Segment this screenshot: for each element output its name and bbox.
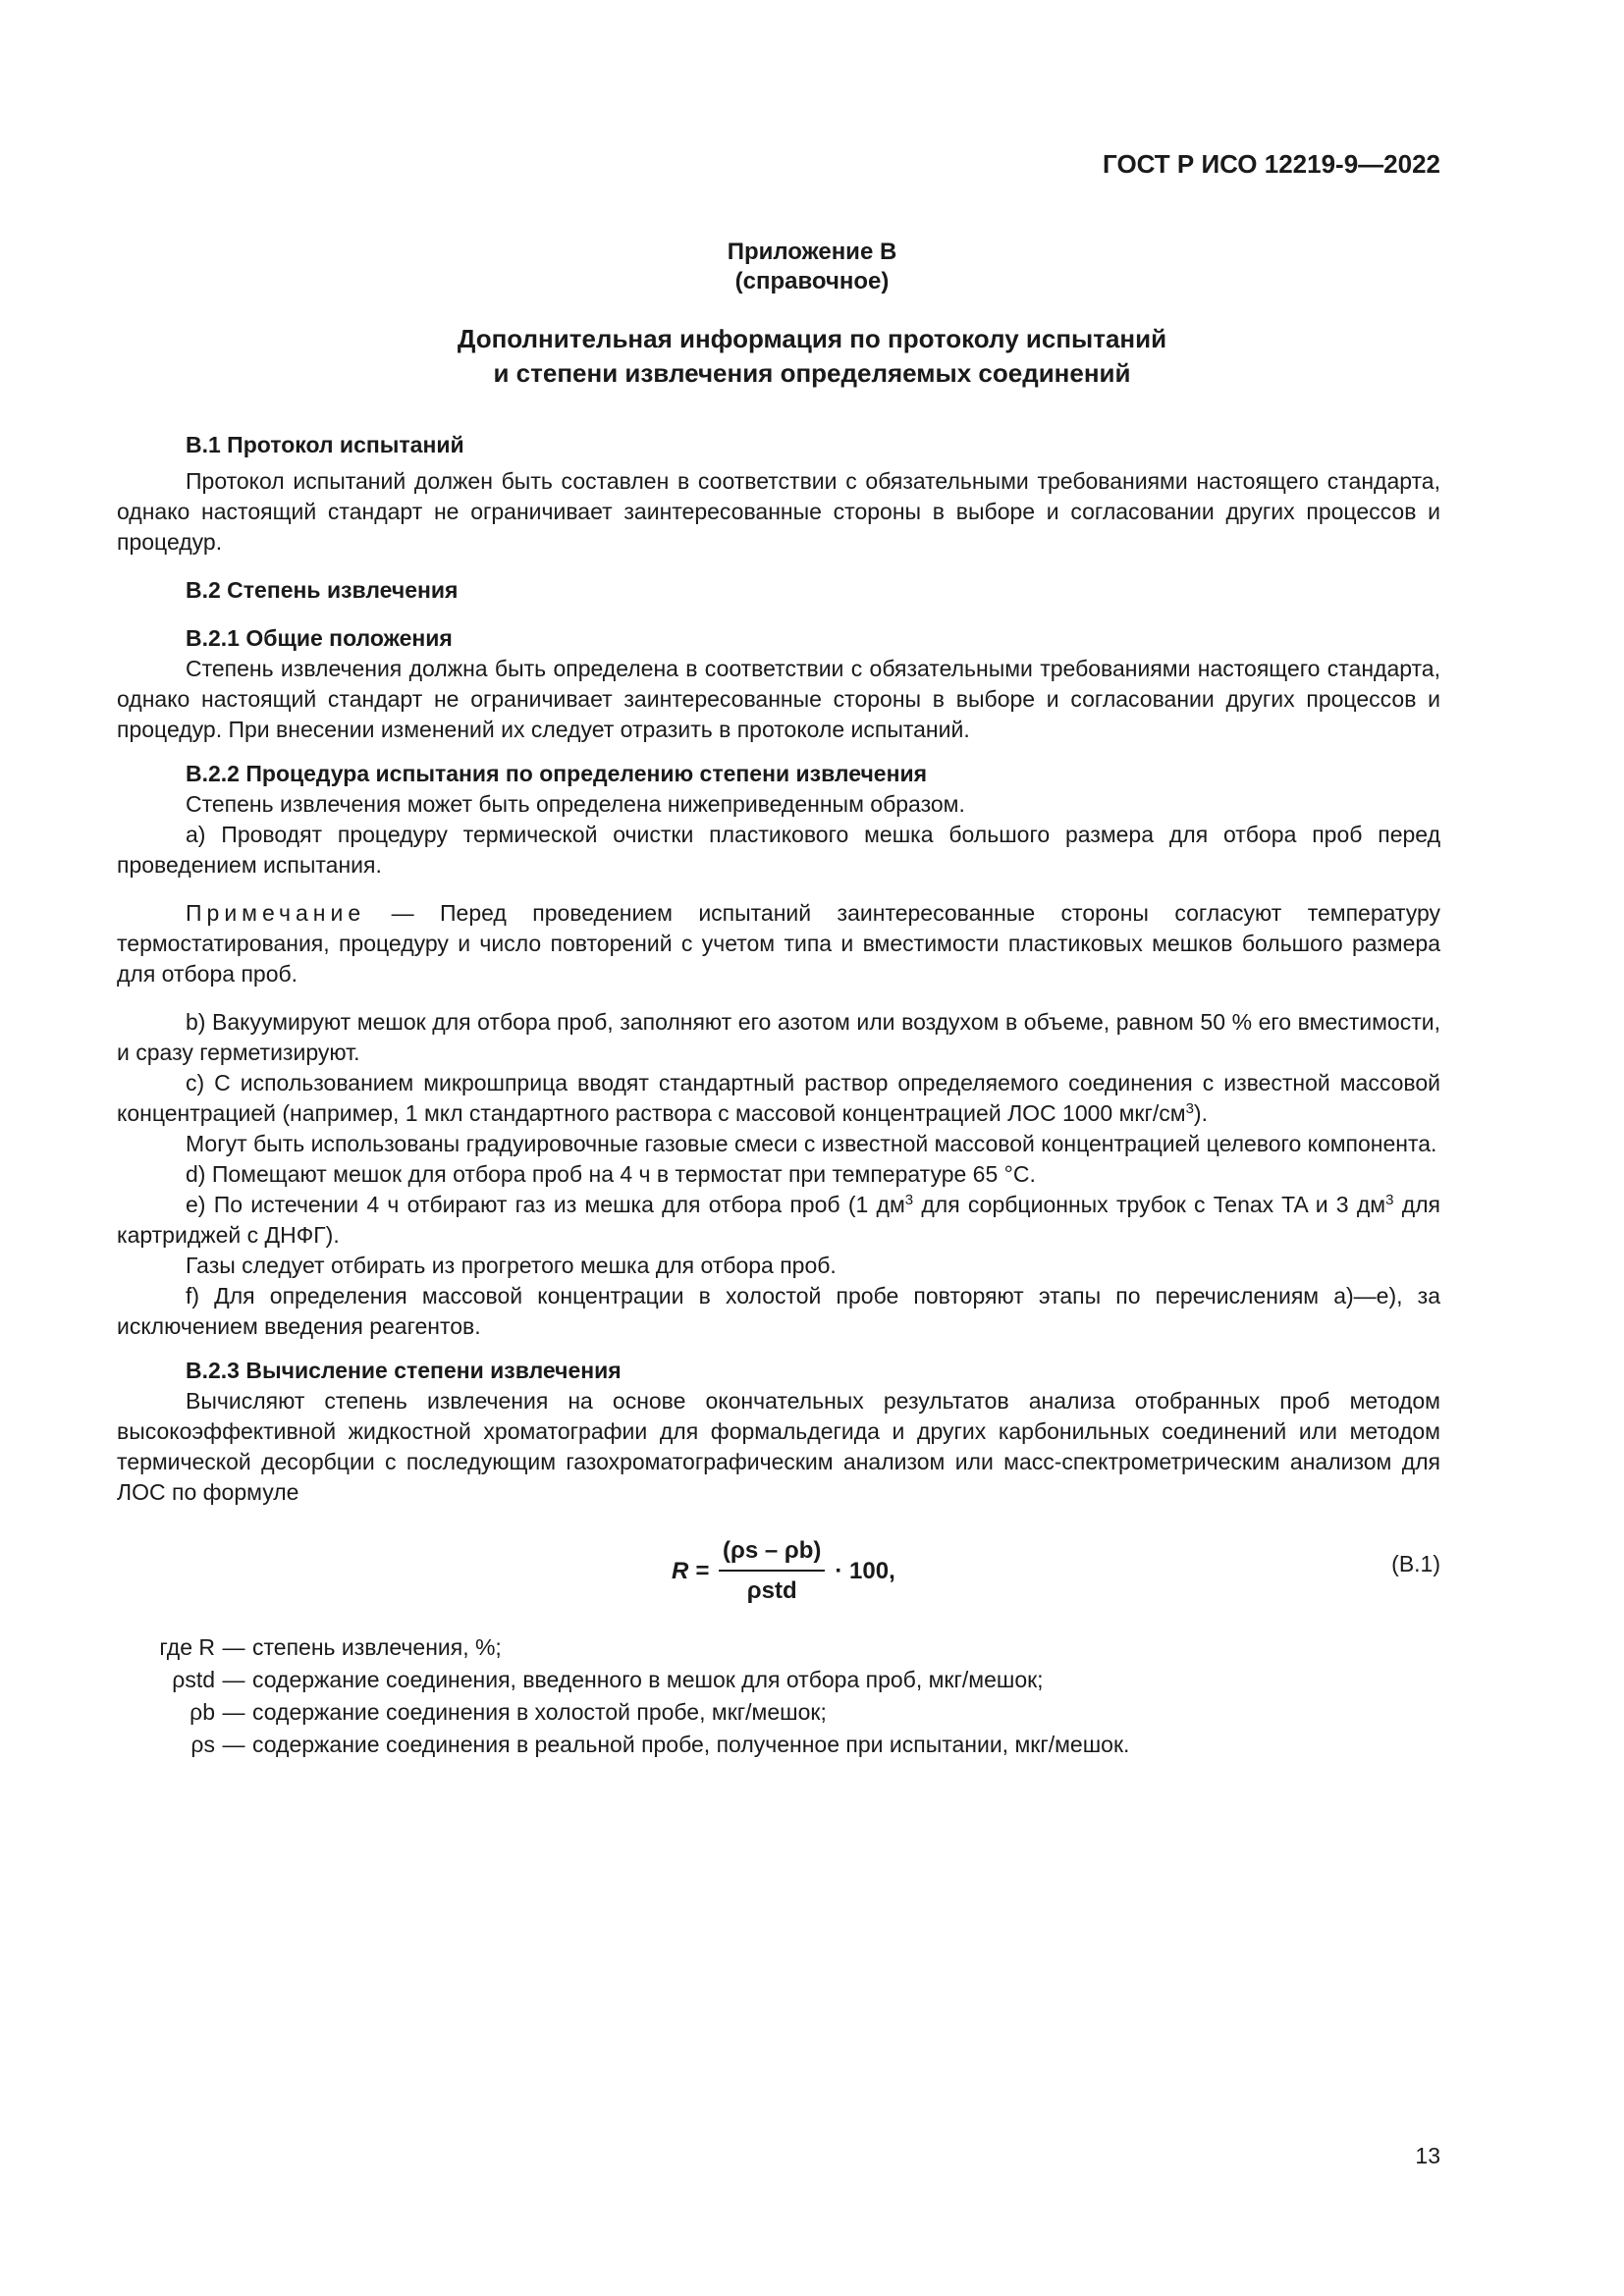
section-b2-heading: В.2 Степень извлечения [186,577,459,603]
where-item [117,1664,1440,1696]
where-symbol: где R [159,1634,215,1660]
where-dash: — [222,1732,245,1757]
section-b23-heading: В.2.3 Вычисление степени извлечения [186,1358,622,1383]
where-item [117,1729,1440,1761]
where-dash: — [222,1699,245,1725]
where-list [117,1631,1440,1761]
step-e-note: Газы следует отбирать из прогретого мешка для отбора проб. [186,1253,837,1278]
formula-numerator: (ρs – ρb) [719,1535,825,1572]
section-b22-heading: В.2.2 Процедура испытания по определению степени извлечения [186,761,928,786]
where-dash: — [222,1667,245,1692]
formula-fraction [719,1535,825,1606]
page-number: 13 [1415,2143,1440,2168]
note-label: Примечание [186,900,366,926]
section-b21-heading: В.2.1 Общие положения [186,625,453,651]
step-e-part-3: для картриджей с ДНФГ). [117,1192,1440,1248]
section-b23-text: Вычисляют степень извлечения на основе окончательных результатов анализа отобранных проб методом высокоэффективной жидкостной хроматографии для формальдегида и других карбонильных соединений или методом термической десорбции с последующим газохроматографическим анализом или масс-спектрометрическим анализом для ЛОС по формуле [117,1388,1440,1505]
where-symbol: ρb [189,1699,215,1725]
document-code: ГОСТ Р ИСО 12219-9—2022 [1103,149,1440,179]
formula-lhs: R = [672,1557,710,1584]
note-text: — Перед проведением испытаний заинтересованные стороны согласуют температуру термостатирования, процедуру и число повторений с учетом типа и вместимости пластиковых мешков большого размера для отбора проб. [117,900,1440,987]
formula-b1 [117,1527,1440,1622]
document-title-line-2: и степени извлечения определяемых соединений [493,358,1131,388]
step-d: d) Помещают мешок для отбора проб на 4 ч в термостат при температуре 65 °С. [186,1161,1036,1187]
step-c-superscript: 3 [1185,1100,1194,1117]
where-text: содержание соединения в холостой пробе, мкг/мешок; [252,1699,827,1725]
appendix-title: Приложение В [727,239,897,265]
step-e-part-2: для сорбционных трубок с Tenax TA и 3 дм [913,1192,1386,1217]
note [117,898,1440,989]
section-b22-intro: Степень извлечения может быть определена нижеприведенным образом. [186,791,965,817]
where-text: содержание соединения, введенного в мешок для отбора проб, мкг/мешок; [252,1667,1044,1692]
where-item [117,1696,1440,1729]
step-c-alternative: Могут быть использованы градуировочные газовые смеси с известной массовой концентрацией целевого компонента. [186,1131,1437,1156]
where-text: содержание соединения в реальной пробе, полученное при испытании, мкг/мешок. [252,1732,1130,1757]
appendix-type: (справочное) [734,268,890,294]
document-body [117,430,1440,1761]
step-e [117,1190,1440,1251]
section-b1-heading: В.1 Протокол испытаний [186,432,464,457]
step-c-text: с) С использованием микрошприца вводят стандартный раствор определяемого соединения с известной массовой концентрацией (например, 1 мкл стандартного раствора с массовой концентрацией ЛОС 1000 мкг/см [117,1070,1440,1126]
document-title-line-1: Дополнительная информация по протоколу испытаний [457,324,1167,353]
step-a: а) Проводят процедуру термической очистки пластикового мешка большого размера для отбора проб перед проведением испытания. [117,822,1440,878]
where-item [117,1631,1440,1664]
formula-number: (В.1) [1391,1551,1440,1576]
where-symbol: ρstd [172,1667,215,1692]
step-f: f) Для определения массовой концентрации в холостой пробе повторяют этапы по перечислениям а)—е), за исключением введения реагентов. [117,1283,1440,1339]
step-e-part-1: е) По истечении 4 ч отбирают газ из мешка для отбора проб (1 дм [186,1192,905,1217]
step-e-superscript-1: 3 [904,1192,914,1208]
formula [672,1535,895,1606]
step-e-superscript-2: 3 [1385,1192,1394,1208]
step-c [117,1068,1440,1129]
section-b1-text: Протокол испытаний должен быть составлен в соответствии с обязательными требованиями настоящего стандарта, однако настоящий стандарт не ограничивает заинтересованные стороны в выборе и согласовании других процессов и процедур. [117,468,1440,555]
step-c-end: ). [1193,1100,1208,1126]
where-text: степень извлечения, %; [252,1634,502,1660]
formula-denominator: ρstd [746,1577,797,1604]
formula-rhs: · 100, [835,1557,895,1584]
step-b: b) Вакуумируют мешок для отбора проб, заполняют его азотом или воздухом в объеме, равном 50 % его вместимости, и сразу герметизируют. [117,1009,1440,1065]
where-dash: — [222,1634,245,1660]
section-b21-text: Степень извлечения должна быть определена в соответствии с обязательными требованиями настоящего стандарта, однако настоящий стандарт не ограничивает заинтересованные стороны в выборе и согласовании других процессов и процедур. При внесении изменений их следует отразить в протоколе испытаний. [117,656,1440,742]
where-symbol: ρs [190,1732,215,1757]
